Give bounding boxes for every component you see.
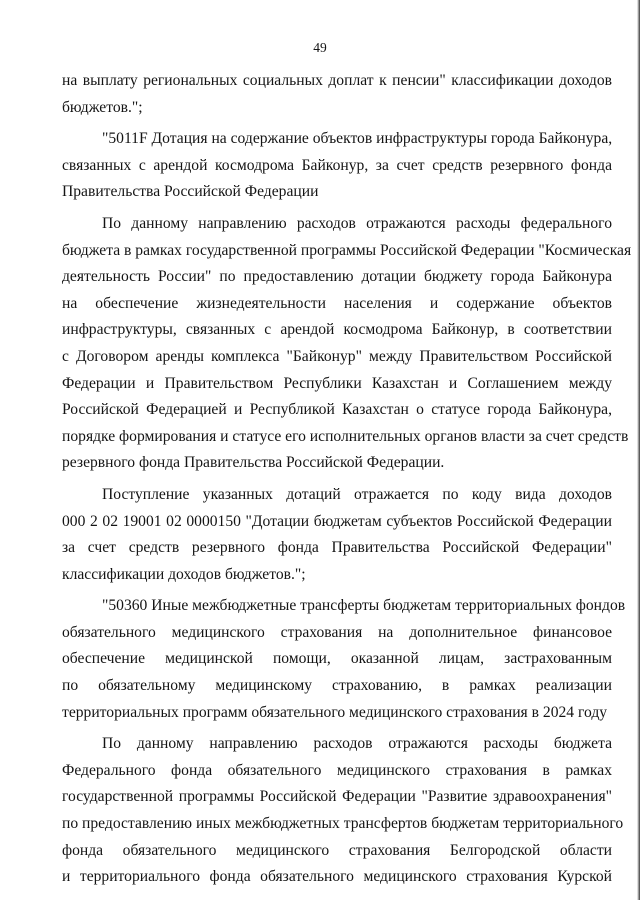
text-line: инфраструктуры, связанных с арендой космодрома Байконур, в соответствии	[62, 321, 612, 339]
text-line: по предоставлению иных межбюджетных трансфертов бюджетам территориального	[62, 815, 624, 833]
paragraph	[62, 211, 632, 477]
text-line: на выплату региональных социальных доплат к пенсии" классификации доходов	[62, 72, 612, 89]
page-number: 49	[313, 40, 327, 55]
text-line: По данному направлению расходов отражаются расходы федерального	[102, 214, 612, 232]
paragraph	[62, 482, 612, 588]
text-line: Правительства Российской Федерации	[62, 183, 319, 201]
text-line: за счет средств резервного фонда Правительства Российской Федерации"	[62, 539, 612, 557]
text-line: порядке формирования и статусе его исполнительных органов власти за счет средств	[62, 427, 629, 445]
paragraph	[62, 731, 624, 891]
text-line: бюджетов.";	[62, 98, 143, 116]
text-line: деятельность России" по предоставлению дотации бюджету города Байконура	[62, 268, 612, 286]
text-line: и территориального фонда обязательного медицинского страхования Курской	[62, 868, 612, 886]
text-line: По данному направлению расходов отражаются расходы бюджета	[102, 735, 612, 753]
text-line: резервного фонда Правительства Российской Федерации.	[62, 454, 445, 472]
text-line: Федерального фонда обязательного медицинского страхования в рамках	[62, 761, 612, 779]
text-line: Поступление указанных дотаций отражается по коду вида доходов	[102, 485, 612, 503]
text-line: "50360 Иные межбюджетные трансферты бюджетам территориальных фондов	[102, 597, 626, 615]
text-line: на обеспечение жизнедеятельности населения и содержание объектов	[62, 294, 612, 312]
paragraph	[62, 68, 612, 121]
text-line: территориальных программ обязательного медицинского страхования в 2024 году	[62, 703, 608, 721]
text-line: государственной программы Российской Федерации "Развитие здравоохранения"	[62, 788, 612, 806]
text-line: связанных с арендой космодрома Байконур, за счет средств резервного фонда	[62, 156, 612, 174]
text-line: с Договором аренды комплекса "Байконур" между Правительством Российской	[62, 347, 612, 365]
text-line: обязательного медицинского страхования на дополнительное финансовое	[62, 623, 612, 641]
text-line: 000 2 02 19001 02 0000150 "Дотации бюджетам субъектов Российской Федерации	[62, 512, 612, 530]
text-line: "5011F Дотация на содержание объектов инфраструктуры города Байконура,	[102, 130, 613, 148]
text-line: обеспечение медицинской помощи, оказанной лицам, застрахованным	[62, 650, 612, 668]
text-line: по обязательному медицинскому страхованию, в рамках реализации	[62, 677, 612, 695]
paragraph	[62, 126, 612, 206]
text-line: фонда обязательного медицинского страхования Белгородской области	[62, 841, 612, 859]
text-line: Федерации и Правительством Республики Казахстан и Соглашением между	[62, 374, 612, 392]
text-line: Российской Федерацией и Республикой Казахстан о статусе города Байконура,	[62, 401, 612, 419]
text-line: классификации доходов бюджетов.";	[62, 565, 306, 583]
document-body	[62, 68, 632, 891]
paragraph	[62, 593, 626, 726]
text-line: бюджета в рамках государственной программы Российской Федерации "Космическая	[62, 241, 632, 259]
